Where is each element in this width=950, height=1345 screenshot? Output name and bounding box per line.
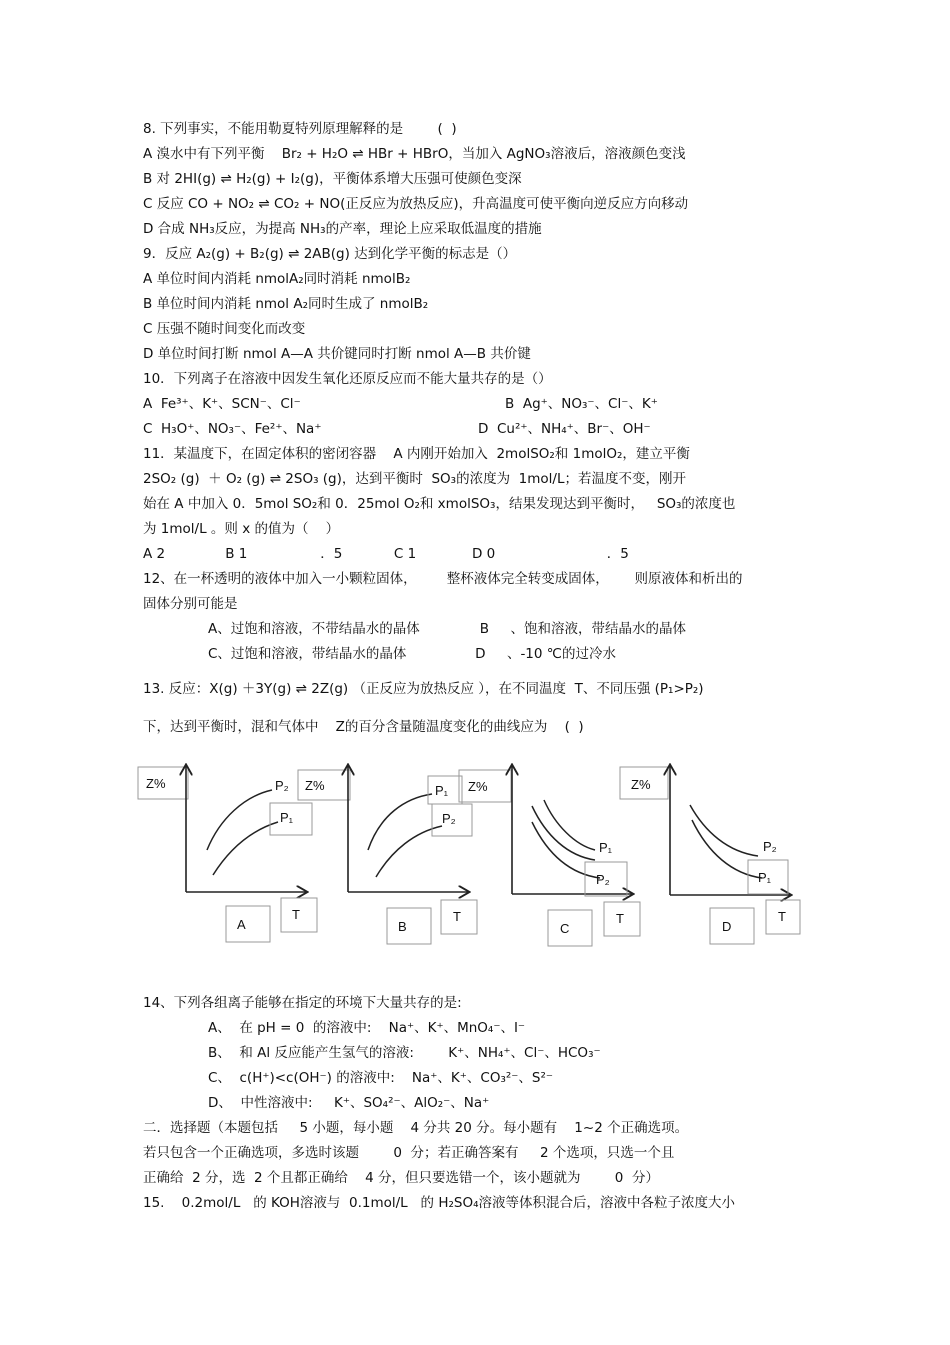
graph-c-curve-top [532, 806, 595, 860]
graph-a-xlabel: T [292, 907, 300, 922]
q11-line3: 始在 A 中加入 0．5mol SO₂和 0．25mol O₂和 xmolSO₃，结果发现达到平衡时， SO₃的浓度也 [143, 496, 736, 512]
q12-line2: 固体分别可能是 [143, 596, 238, 612]
graph-a-top-label: P₂ [275, 778, 289, 793]
graph-a-curve-top [207, 790, 272, 850]
section2-line3: 正确给 2 分，选 2 个且都正确给 4 分，但只要选错一个，该小题就为 0 分） [143, 1170, 659, 1186]
q10-option-c: C H₃O⁺、NO₃⁻、Fe²⁺、Na⁺ [143, 421, 322, 437]
q8-option-d: D 合成 NH₃反应，为提高 NH₃的产率，理论上应采取低温度的措施 [143, 221, 542, 237]
graph-d-top-label: P₂ [763, 839, 777, 854]
graph-a-bottom-label: P₁ [280, 810, 294, 825]
graph-d-letter: D [722, 919, 732, 934]
graph-a-letter: A [237, 917, 246, 932]
graph-a-ylabel-dup: Z% [305, 778, 325, 793]
q10-stem: 10．下列离子在溶液中因发生氧化还原反应而不能大量共存的是（） [143, 371, 552, 387]
graph-b-bottom-label: P₂ [442, 811, 456, 826]
graph-c [512, 766, 640, 946]
q12-line1: 12、在一杯透明的液体中加入一小颗粒固体， 整杯液体完全转变成固体， 则原液体和析出的 [143, 571, 743, 587]
graph-c-top-label: P₁ [599, 840, 613, 855]
q9-option-b: B 单位时间内消耗 nmol A₂同时生成了 nmolB₂ [143, 296, 429, 312]
q11-line2: 2SO₂ (g) ＋ O₂ (g) ⇌ 2SO₃ (g)，达到平衡时 SO₃的浓度为 1mol/L；若温度不变，刚开 [143, 471, 686, 487]
graph-b-curve-top [368, 794, 432, 850]
graph-c-xlabel: T [616, 911, 624, 926]
q9-option-a: A 单位时间内消耗 nmolA₂同时消耗 nmolB₂ [143, 271, 411, 287]
q14-option-c: C、 c(H⁺)<c(OH⁻) 的溶液中: Na⁺、K⁺、CO₃²⁻、S²⁻ [208, 1070, 554, 1086]
q11-line4: 为 1mol/L 。则 x 的值为（ ） [143, 521, 340, 537]
graph-b-letter: B [398, 919, 407, 934]
graph-b-top-label: P₁ [435, 783, 449, 798]
q8-option-a: A 溴水中有下列平衡 Br₂ + H₂O ⇌ HBr + HBrO，当加入 AgNO₃溶液后，溶液颜色变浅 [143, 146, 686, 162]
q10-option-a: A Fe³⁺、K⁺、SCN⁻、Cl⁻ [143, 396, 301, 412]
graph-b-xlabel: T [453, 909, 461, 924]
graph-b-ylabel: Z% [468, 779, 488, 794]
q11-line1: 11．某温度下，在固定体积的密闭容器 A 内刚开始加入 2molSO₂和 1molO₂，建立平衡 [143, 446, 690, 462]
q8-option-b: B 对 2HI(g) ⇌ H₂(g) + I₂(g)，平衡体系增大压强可使颜色变深 [143, 171, 522, 187]
q14-option-d: D、 中性溶液中: K⁺、SO₄²⁻、AlO₂⁻、Na⁺ [208, 1095, 490, 1111]
q9-stem: 9．反应 A₂(g) + B₂(g) ⇌ 2AB(g) 达到化学平衡的标志是（） [143, 246, 517, 262]
graph-c-letter: C [560, 921, 570, 936]
graph-d [620, 766, 800, 944]
graph-d-bottom-label: P₁ [758, 870, 772, 885]
q8-option-c: C 反应 CO + NO₂ ⇌ CO₂ + NO(正反应为放热反应)，升高温度可使平衡向逆反应方向移动 [143, 196, 689, 212]
q14-option-a: A、 在 pH = 0 的溶液中: Na⁺、K⁺、MnO₄⁻、I⁻ [208, 1020, 526, 1036]
graph-c-curve-bottom [532, 822, 600, 878]
q14-option-b: B、 和 Al 反应能产生氢气的溶液: K⁺、NH₄⁺、Cl⁻、HCO₃⁻ [208, 1045, 601, 1061]
section2-line1: 二．选择题（本题包括 5 小题，每小题 4 分共 20 分。每小题有 1~2 个正确选项。 [143, 1120, 689, 1136]
q8-stem: 8. 下列事实，不能用勒夏特列原理解释的是 ( ) [143, 121, 457, 137]
q12-options-cd: C、过饱和溶液，带结晶水的晶体 D 、-10 ℃的过冷水 [208, 646, 616, 662]
graph-a-curve-bottom [213, 822, 278, 875]
graph-c-bottom-label: P₂ [596, 872, 610, 887]
graph-b [348, 766, 511, 944]
q11-options: A 2 B 1 ．5 C 1 D 0 ．5 [143, 546, 629, 562]
q10-option-d: D Cu²⁺、NH₄⁺、Br⁻、OH⁻ [478, 421, 651, 437]
graph-d-xlabel: T [778, 909, 786, 924]
graph-d-ylabel: Z% [631, 777, 651, 792]
section2-line2: 若只包含一个正确选项，多选时该题 0 分；若正确答案有 2 个选项，只选一个且 [143, 1145, 675, 1161]
q9-option-d: D 单位时间打断 nmol A—A 共价键同时打断 nmol A—B 共价键 [143, 346, 531, 362]
q15-line1: 15. 0.2mol/L 的 KOH溶液与 0.1mol/L 的 H₂SO₄溶液等体积混合后，溶液中各粒子浓度大小 [143, 1195, 736, 1211]
q10-option-b: B Ag⁺、NO₃⁻、Cl⁻、K⁺ [505, 396, 658, 412]
graph-a-ylabel: Z% [146, 776, 166, 791]
q14-stem: 14、下列各组离子能够在指定的环境下大量共存的是: [143, 995, 462, 1011]
q12-options-ab: A、过饱和溶液，不带结晶水的晶体 B 、饱和溶液，带结晶水的晶体 [208, 621, 687, 637]
graph-d-curve-top [690, 805, 758, 856]
q13-line2: 下，达到平衡时，混和气体中 Z的百分含量随温度变化的曲线应为 ( ) [143, 719, 584, 735]
graph-d-curve-bottom [692, 820, 762, 878]
q9-option-c: C 压强不随时间变化而改变 [143, 321, 306, 337]
q13-line1: 13. 反应：X(g) ＋3Y(g) ⇌ 2Z(g) （正反应为放热反应 ），在不同温度 T、不同压强 (P₁>P₂) [143, 681, 704, 697]
graph-a [138, 766, 350, 942]
